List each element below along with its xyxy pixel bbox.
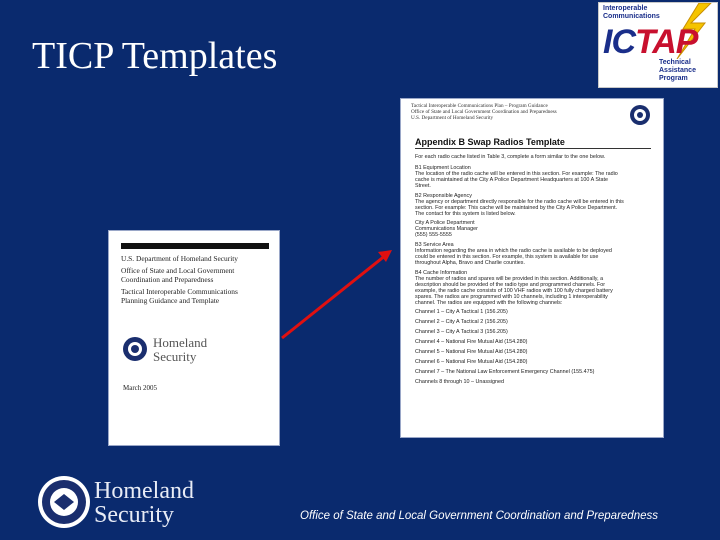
- logo-top-line2: Communications: [603, 13, 660, 20]
- template-body-line: Channel 6 – National Fire Mutual Aid (154.280): [415, 359, 528, 365]
- template-body-line: (555) 555-5555: [415, 232, 452, 238]
- template-body-line: example, the radio cache consists of 100 VHF radios with 100 fully charged battery: [415, 288, 613, 294]
- template-body-line: Channels 8 through 10 – Unassigned: [415, 379, 505, 385]
- template-body-line: Channel 3 – City A Tactical 3 (156.205): [415, 329, 508, 335]
- template-header-line: Office of State and Local Government Coordination and Preparedness: [411, 109, 557, 115]
- template-body-line: Channel 7 – The National Law Enforcement Emergency Channel (155.475): [415, 369, 595, 375]
- security-word: Security: [94, 502, 174, 528]
- template-body-line: Channel 5 – National Fire Mutual Aid (154.280): [415, 349, 528, 355]
- template-body-line: section. For example: This cache will be maintained by the City A Police Department.: [415, 205, 618, 211]
- logo-wordmark-ic: IC: [603, 23, 635, 61]
- logo-top-line1: Interoperable: [603, 5, 648, 12]
- template-body-line: Channel 1 – City A Tactical 1 (156.205): [415, 309, 508, 315]
- template-body-line: B3 Service Area: [415, 242, 454, 248]
- template-header-line: Tactical Interoperable Communications Plan – Program Guidance: [411, 103, 548, 109]
- logo-bottom-line1: Technical: [659, 59, 691, 66]
- template-body-line: The contact for this system is listed below.: [415, 211, 516, 217]
- template-body-line: Information regarding the area in which the radio cache is available to be deployed: [415, 248, 612, 254]
- template-body-line: For each radio cache listed in Table 3, complete a form similar to the one below.: [415, 154, 606, 160]
- logo-wordmark-tap: TAP: [635, 23, 698, 61]
- logo-bottom-line3: Program: [659, 75, 688, 82]
- template-body-line: could be entered in this section. For example, this system is available for use: [415, 254, 599, 260]
- template-body-line: channel. The radios are equipped with the following channels:: [415, 300, 563, 306]
- logo-bottom-line2: Assistance: [659, 67, 696, 74]
- template-body-line: description should be provided of the radio type and programmed channels. For: [415, 282, 605, 288]
- template-body-line: spares. The radios are programmed with 10 channels, including 1 interoperability: [415, 294, 608, 300]
- cover-line: Office of State and Local Government: [121, 266, 235, 275]
- slide-title: TICP Templates: [32, 35, 278, 77]
- cover-line: U.S. Department of Homeland Security: [121, 254, 238, 263]
- template-body-line: The agency or department directly responsible for the radio cache will be entered in this: [415, 199, 624, 205]
- template-header-line: U.S. Department of Homeland Security: [411, 115, 494, 121]
- template-body-line: City A Police Department: [415, 220, 475, 226]
- homeland-word: Homeland: [94, 478, 194, 504]
- template-body-line: B2 Responsible Agency: [415, 193, 472, 199]
- template-body-line: throughout Alpha, Bravo and Charlie counties.: [415, 260, 525, 266]
- hs-word1: Homeland: [153, 335, 208, 350]
- template-body-line: cache is maintained at the City A Police Department Headquarters at 100 A State: [415, 177, 608, 183]
- cover-date: March 2005: [123, 384, 158, 392]
- slide-footer: Office of State and Local Government Coordination and Preparedness: [300, 510, 658, 522]
- cover-line: Planning Guidance and Template: [121, 296, 220, 305]
- template-body-line: B4 Cache Information: [415, 270, 468, 276]
- template-body-line: B1 Equipment Location: [415, 165, 471, 171]
- template-body-line: Communications Manager: [415, 226, 478, 232]
- hs-word2: Security: [153, 349, 197, 364]
- template-body-line: Channel 2 – City A Tactical 2 (156.205): [415, 319, 508, 325]
- template-body-line: The location of the radio cache will be entered in this section. For example: The radio: [415, 171, 618, 177]
- template-title: Appendix B Swap Radios Template: [415, 137, 565, 147]
- dhs-seal-icon: [36, 474, 92, 530]
- cover-line: Tactical Interoperable Communications: [121, 287, 238, 296]
- template-body-line: Street.: [415, 183, 431, 189]
- template-body-line: The number of radios and spares will be provided in this section. Additionally, a: [415, 276, 604, 282]
- template-body-line: Channel 4 – National Fire Mutual Aid (154.280): [415, 339, 528, 345]
- cover-line: Coordination and Preparedness: [121, 275, 214, 284]
